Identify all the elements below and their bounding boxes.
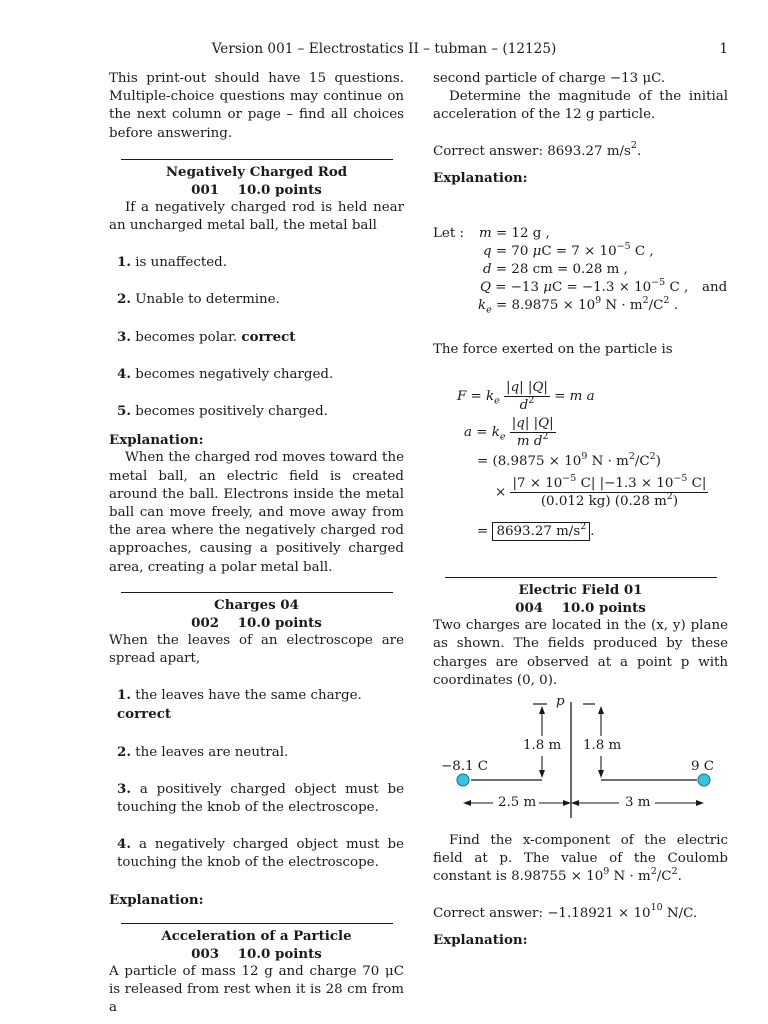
q1-explanation: When the charged rod moves toward the metal ball, an electric field is created around the ball. Electrons inside the metal ball can move freely, and move away from the area where the negatively charged rod approaches, causing a positively charged area, creating a polar metal ball. — [109, 450, 404, 575]
q1-option-3[interactable]: 3. becomes polar. correct — [117, 328, 296, 345]
q1-number: 001 — [191, 181, 220, 198]
left-height-label: 1.8 m — [523, 738, 562, 754]
left-charge-label: −8.1 C — [441, 759, 489, 775]
q3-prompt-a: A particle of mass 12 g and charge 70 μC is released from rest when it is 28 cm from a — [109, 963, 404, 1016]
page-header — [0, 40, 768, 60]
p-label: p — [556, 694, 565, 710]
q2-option-4[interactable]: 4. a negatively charged object must be touching the knob of the electroscope. — [117, 836, 404, 871]
q4-answer: Correct answer: $-1.18921 \times 10^{10}$ N/C. — [433, 902, 698, 921]
q3-points: 10.0 points — [237, 945, 322, 962]
q1-explanation-label: Explanation: — [109, 432, 204, 449]
right-distance-label: 3 m — [625, 795, 651, 811]
q1-option-1[interactable]: 1. is unaffected. — [117, 254, 227, 271]
correct-mark: correct — [117, 706, 172, 723]
q3-equations: $F = k_e$ $\frac{|q| |Q|}{d^2}$ = m a $a = k_e$ $\frac{|q| |Q|}{m d^2}$ = ($8.9875 \times 10^9$ $N \cdot m^2/C^2$) × $\frac{|7 \times 10^{-5} C| |-1.3 \times 10^{-5} C|}{(0.012 kg) (0.28 m^2)}$ = 8693.27 $m/s^2$ . — [457, 380, 707, 540]
header-title: Version 001 – Electrostatics II – tubman – (12125) — [211, 41, 557, 57]
right-column — [433, 70, 728, 949]
q3-explanation-label: Explanation: — [433, 169, 528, 186]
q4-figure — [433, 690, 728, 822]
q2-title: Charges 04 — [214, 596, 299, 613]
q2-number: 002 — [191, 614, 220, 631]
q4-points: 10.0 points — [561, 600, 646, 617]
q4-explanation-label: Explanation: — [433, 931, 528, 948]
q4-number-points — [433, 599, 728, 617]
q1-option-4[interactable]: 4. becomes negatively charged. — [117, 365, 334, 382]
right-height-label: 1.8 m — [583, 738, 622, 754]
q4-question: Find the x-component of the electric field at p. The value of the Coulomb constant is $8.98755 \times 10^9$ $N \cdot m^2/C^2$. — [433, 833, 728, 885]
correct-mark: correct — [241, 328, 296, 345]
q1-title: Negatively Charged Rod — [165, 163, 348, 180]
q4-prompt: Two charges are located in the (x, y) plane as shown. The fields produced by these charges are observed at a point p with coordinates (0, 0). — [433, 618, 728, 688]
left-distance-label: 2.5 m — [498, 795, 537, 811]
charges-diagram — [433, 690, 728, 822]
q3-let-block: Let : m = 12 g , q = 70 $\mu C = 7 \times 10^{-5}$ C , d = 28 cm = 0.28 m , Q = −13 $\mu C = -1.3 \times 10^{-5}$ C , and $k_e = 8.9875 \times 10^9$ $N \cdot m^2/C^2$ . — [433, 226, 728, 316]
page-number: 1 — [719, 41, 728, 57]
q3-question: Determine the magnitude of the initial acceleration of the 12 g particle. — [433, 89, 728, 123]
q3-title: Acceleration of a Particle — [161, 927, 352, 944]
let-label: Let : — [433, 226, 464, 242]
and-label: and — [702, 280, 728, 296]
right-charge-label: 9 C — [691, 759, 715, 775]
q1-option-2[interactable]: 2. Unable to determine. — [117, 291, 280, 308]
q3-result-box: 8693.27 $m/s^2$ — [492, 522, 590, 541]
q2-points: 10.0 points — [237, 614, 322, 631]
q2-option-1[interactable]: 1. the leaves have the same charge. correct — [117, 687, 362, 723]
q2-explanation-label: Explanation: — [109, 891, 204, 908]
q2-option-3[interactable]: 3. a positively charged object must be touching the knob of the electroscope. — [117, 780, 404, 816]
q2-number-points — [109, 614, 404, 632]
q1-option-5[interactable]: 5. becomes positively charged. — [117, 403, 328, 420]
q3-number-points — [109, 945, 404, 963]
q1-points: 10.0 points — [237, 181, 322, 198]
intro-text: This print-out should have 15 questions. Multiple-choice questions may continue on the next column or page – find all choices before answering. — [109, 71, 404, 141]
q4-title: Electric Field 01 — [518, 582, 643, 599]
left-column — [109, 70, 404, 1018]
q2-prompt: When the leaves of an electroscope are spread apart, — [109, 632, 404, 667]
q1-prompt: If a negatively charged rod is held near an uncharged metal ball, the metal ball — [109, 199, 404, 234]
q3-answer: Correct answer: 8693.27 $m/s^2$. — [433, 140, 642, 159]
q3-force-text: The force exerted on the particle is — [433, 342, 673, 358]
q3-prompt-b: second particle of charge −13 μC. — [433, 71, 666, 86]
q4-number: 004 — [515, 600, 544, 617]
q1-number-points — [109, 181, 404, 199]
q2-option-2[interactable]: 2. the leaves are neutral. — [117, 743, 289, 760]
q3-number: 003 — [191, 945, 220, 962]
